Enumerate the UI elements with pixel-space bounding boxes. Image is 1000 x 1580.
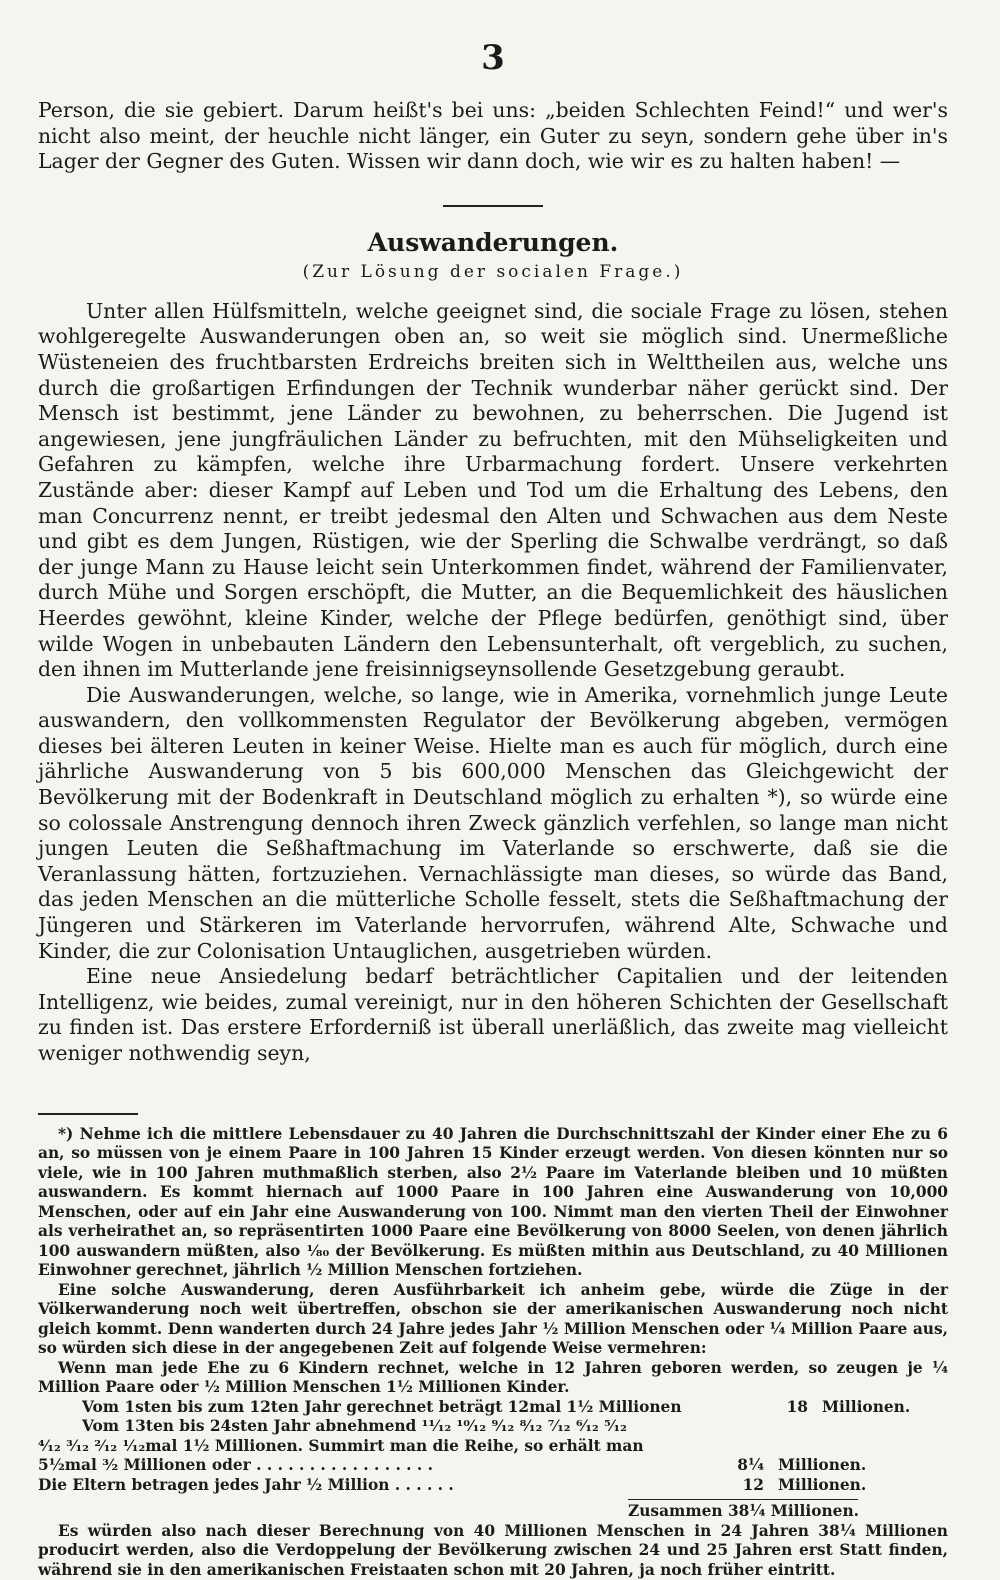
- calculation-amount: 8¼: [737, 1456, 764, 1475]
- calculation-amount: [724, 1437, 764, 1457]
- calculation-unit: Millionen.: [778, 1475, 867, 1494]
- sum-divider: [628, 1499, 858, 1500]
- calculation-row: [38, 1456, 948, 1476]
- calculation-row: [38, 1417, 948, 1437]
- article-subtitle: (Zur Lösung der socialen Frage.): [302, 261, 684, 282]
- calculation-row: [38, 1437, 948, 1457]
- calculation-unit: Millionen.: [778, 1456, 867, 1475]
- calculation-amount: [768, 1417, 808, 1437]
- calculation-text: Vom 1sten bis zum 12ten Jahr gerechnet beträgt 12mal 1½ Millionen: [82, 1397, 682, 1416]
- footnote-paragraph: *) Nehme ich die mittlere Lebensdauer zu 40 Jahren die Durchschnittszahl der Kinder einer Ehe zu 6 an, so müssen von je einem Paare in 100 Jahren 15 Kinder erzeugt werden. Von diesen könnten nur so viele, wie in 100 Jahren muthmaßlich sterben, also 2½ Paare im Vaterlande bleiben und 10 müßten auswandern. Es kommt hiernach auf 1000 Paare in 100 Jahren eine Auswanderung von 10,000 Menschen, oder auf ein Jahr eine Auswanderung von 100. Nimmt man den vierten Theil der Einwohner als verheirathet an, so repräsentirten 1000 Paare eine Bevölkerung von 8000 Seelen, von denen jährlich 100 auswandern müßten, also ¹⁄₈₀ der Bevölkerung. Es müßten mithin aus Deutschland, zu 40 Millionen Einwohner gerechnet, jährlich ½ Million Menschen fortziehen.: [38, 1124, 948, 1280]
- calculation-amount: 18: [786, 1397, 808, 1416]
- calculation-table: [38, 1398, 948, 1522]
- footnote-conclusion: Es würden also nach dieser Berechnung von 40 Millionen Menschen in 24 Jahren 38¼ Millionen producirt werden, also die Verdoppelung der Bevölkerung zwischen 24 und 25 Jahren erst Statt finden, während sie in den amerikanischen Freistaaten schon mit 20 Jahren, ja noch früher eintritt.: [38, 1521, 948, 1579]
- footnote-paragraph: Eine solche Auswanderung, deren Ausführbarkeit ich anheim gebe, würde die Züge in der Völkerwanderung noch weit übertreffen, obschon sie der amerikanischen Auswanderung noch nicht gleich kommt. Denn wanderten durch 24 Jahre jedes Jahr ½ Million Menschen oder ¼ Million Paare aus, so würden sich diese in der angegebenen Zeit auf folgende Weise vermehren:: [38, 1280, 948, 1358]
- calculation-amount: 12: [742, 1475, 764, 1494]
- section-divider: [443, 205, 543, 207]
- calculation-text: 5½mal ³⁄₂ Millionen oder . . . . . . . . . . . . . . . . .: [38, 1456, 433, 1475]
- calculation-text: Die Eltern betragen jedes Jahr ½ Million . . . . . .: [38, 1475, 454, 1494]
- intro-paragraph: Person, die sie gebiert. Darum heißt's bei uns: „beiden Schlechten Feind!“ und wer's nicht also meint, der heuchle nicht länger, ein Guter zu seyn, sondern gehe über in's Lager der Gegner des Guten. Wissen wir dann doch, wie wir es zu halten haben! —: [38, 98, 948, 174]
- calculation-row: [38, 1476, 948, 1496]
- footnote-divider: [38, 1113, 138, 1115]
- calculation-text: ⁴⁄₁₂ ³⁄₁₂ ²⁄₁₂ ¹⁄₁₂mal 1½ Millionen. Summirt man die Reihe, so erhält man: [38, 1436, 644, 1455]
- footnote-calc-intro: Wenn man jede Ehe zu 6 Kindern rechnet, welche in 12 Jahren geboren werden, so zeugen je ¼ Million Paare oder ½ Million Menschen 1½ Millionen Kinder.: [38, 1358, 948, 1397]
- calculation-total: Zusammen 38¼ Millionen.: [628, 1502, 860, 1521]
- page: [38, 36, 948, 1580]
- article-paragraph: Unter allen Hülfsmitteln, welche geeignet sind, die sociale Frage zu lösen, stehen wohlgeregelte Auswanderungen oben an, so weit sie möglich sind. Unermeßliche Wüsteneien des fruchtbarsten Erdreichs breiten sich in Welttheilen aus, welche uns durch die großartigen Erfindungen der Technik wunderbar näher gerückt sind. Der Mensch ist bestimmt, jene Länder zu bewohnen, zu beherrschen. Die Jugend ist angewiesen, jene jungfräulichen Länder zu befruchten, mit den Mühseligkeiten und Gefahren zu kämpfen, welche ihre Urbarmachung fordert. Unsere verkehrten Zustände aber: dieser Kampf auf Leben und Tod um die Erhaltung des Lebens, den man Concurrenz nennt, er treibt jedesmal den Alten und Schwachen aus dem Neste und gibt es dem Jungen, Rüstigen, wie der Sperling die Schwalbe verdrängt, so daß der junge Mann zu Hause leicht sein Unterkommen findet, während der Familienvater, durch Mühe und Sorgen erschöpft, die Mutter, an die Bequemlichkeit des häuslichen Heerdes gewöhnt, kleine Kinder, welche der Pflege bedürfen, genöthigt sind, über wilde Wogen in unbebauten Ländern den Lebensunterhalt, oft vergeblich, zu suchen, den ihnen im Mutterlande jene freisinnigseynsollende Gesetzgebung geraubt.: [38, 298, 948, 682]
- calculation-text: Vom 13ten bis 24sten Jahr abnehmend ¹¹⁄₁₂ ¹⁰⁄₁₂ ⁹⁄₁₂ ⁸⁄₁₂ ⁷⁄₁₂ ⁶⁄₁₂ ⁵⁄₁₂: [82, 1417, 627, 1436]
- calculation-row: [38, 1398, 948, 1418]
- article-paragraph: Die Auswanderungen, welche, so lange, wie in Amerika, vornehmlich junge Leute auswandern, den vollkommensten Regulator der Bevölkerung abgeben, vermögen dieses bei älteren Leuten in keiner Weise. Hielte man es auch für möglich, durch eine jährliche Auswanderung von 5 bis 600,000 Menschen das Gleichgewicht der Bevölkerung mit der Bodenkraft in Deutschland möglich zu erhalten *), so würde eine so colossale Anstrengung dennoch ihren Zweck gänzlich verfehlen, so lange man nicht jungen Leuten die Seßhaftmachung im Vaterlande so erschwerte, daß sie die Veranlassung hätten, fortzuziehen. Vernachlässigte man dieses, so würde das Band, das jeden Menschen an die mütterliche Scholle fesselt, stets die Seßhaftmachung der Jüngeren und Stärkeren im Vaterlande hervorrufen, während Alte, Schwache und Kinder, die zur Colonisation Untauglichen, ausgetrieben würden.: [38, 682, 948, 963]
- article-paragraph: Eine neue Ansiedelung bedarf beträchtlicher Capitalien und der leitenden Intelligenz, wie beides, zumal vereinigt, nur in den höheren Schichten der Gesellschaft zu finden ist. Das erstere Erforderniß ist überall unerläßlich, das zweite mag vielleicht weniger nothwendig seyn,: [38, 964, 948, 1065]
- article-title: Auswanderungen.: [367, 227, 619, 257]
- page-number: 3: [481, 38, 505, 78]
- calculation-unit: Millionen.: [822, 1397, 911, 1416]
